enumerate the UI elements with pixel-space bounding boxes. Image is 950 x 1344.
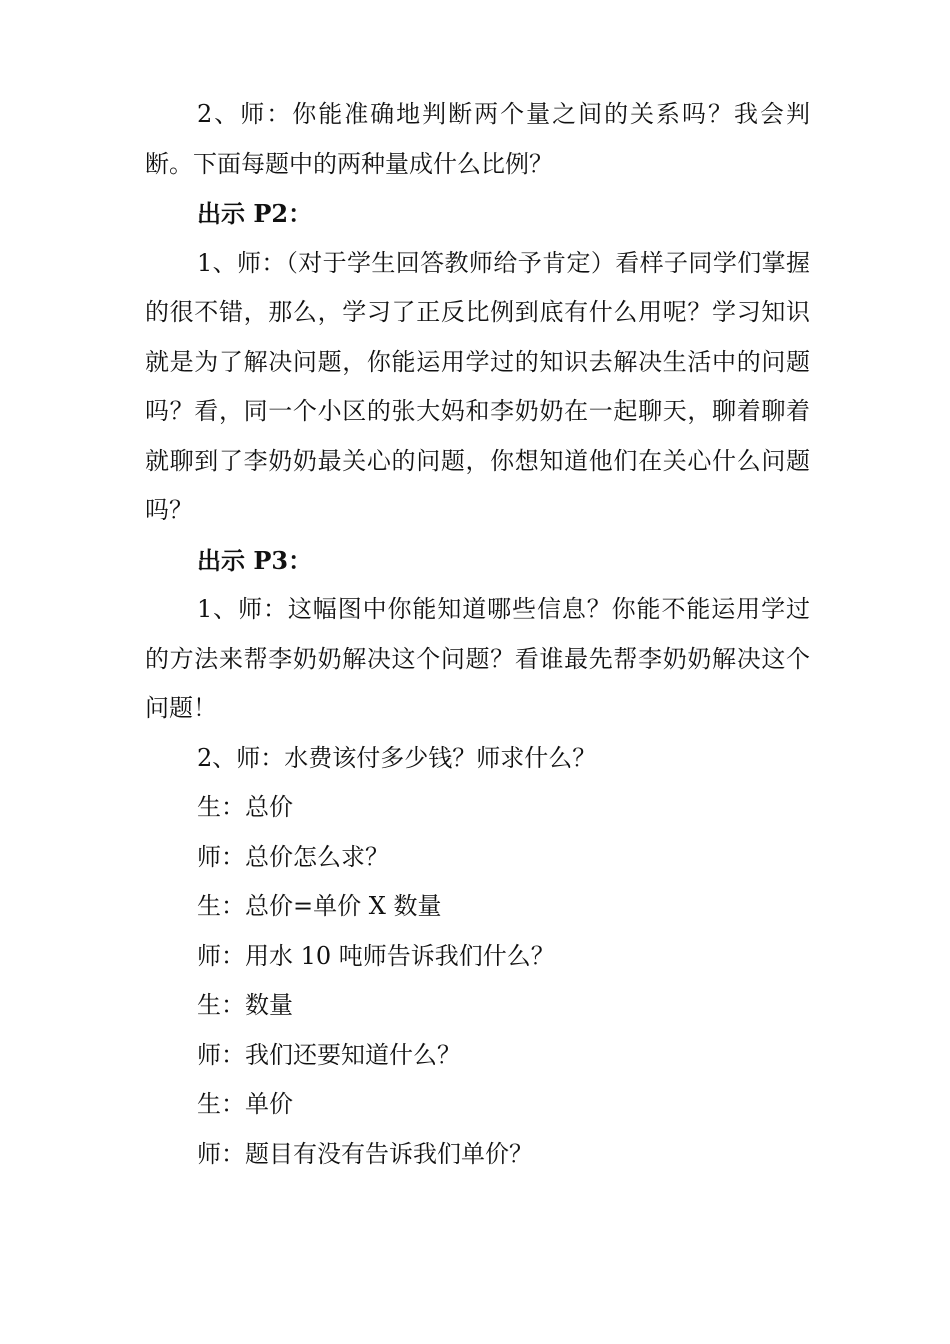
paragraph: 1、师：这幅图中你能知道哪些信息？你能不能运用学过的方法来帮李奶奶解决这个问题？看谁最先帮李奶奶解决这个问题！ [145, 595, 810, 722]
paragraph: 2、师：你能准确地判断两个量之间的关系吗？我会判断。下面每题中的两种量成什么比例？ [145, 100, 810, 178]
dialogue-line: 师：我们还要知道什么？ [197, 1040, 461, 1069]
dialogue-line: 师：题目有没有告诉我们单价？ [197, 1139, 533, 1168]
dialogue-line: 师：总价怎么求？ [197, 842, 389, 871]
dialogue-line: 生：单价 [197, 1090, 293, 1118]
document-page [145, 90, 810, 1179]
paragraph: 1、师：（对于学生回答教师给予肯定）看样子同学们掌握的很不错，那么，学习了正反比例到底有什么用呢？学习知识就是为了解决问题，你能运用学过的知识去解决生活中的问题吗？看，同一个小区的张大妈和李奶奶在一起聊天，聊着聊着就聊到了李奶奶最关心的问题，你想知道他们在关心什么问题吗？ [145, 248, 810, 524]
dialogue-line: 生：数量 [197, 991, 293, 1019]
dialogue-line: 师：用水 10 吨师告诉我们什么？ [197, 941, 555, 970]
dialogue-line: 生：总价=单价 X 数量 [197, 892, 442, 920]
section-heading: 出示 P2： [197, 199, 313, 228]
paragraph: 2、师：水费该付多少钱？师求什么？ [197, 743, 597, 772]
section-heading: 出示 P3： [197, 545, 313, 575]
dialogue-line: 生：总价 [197, 793, 293, 821]
